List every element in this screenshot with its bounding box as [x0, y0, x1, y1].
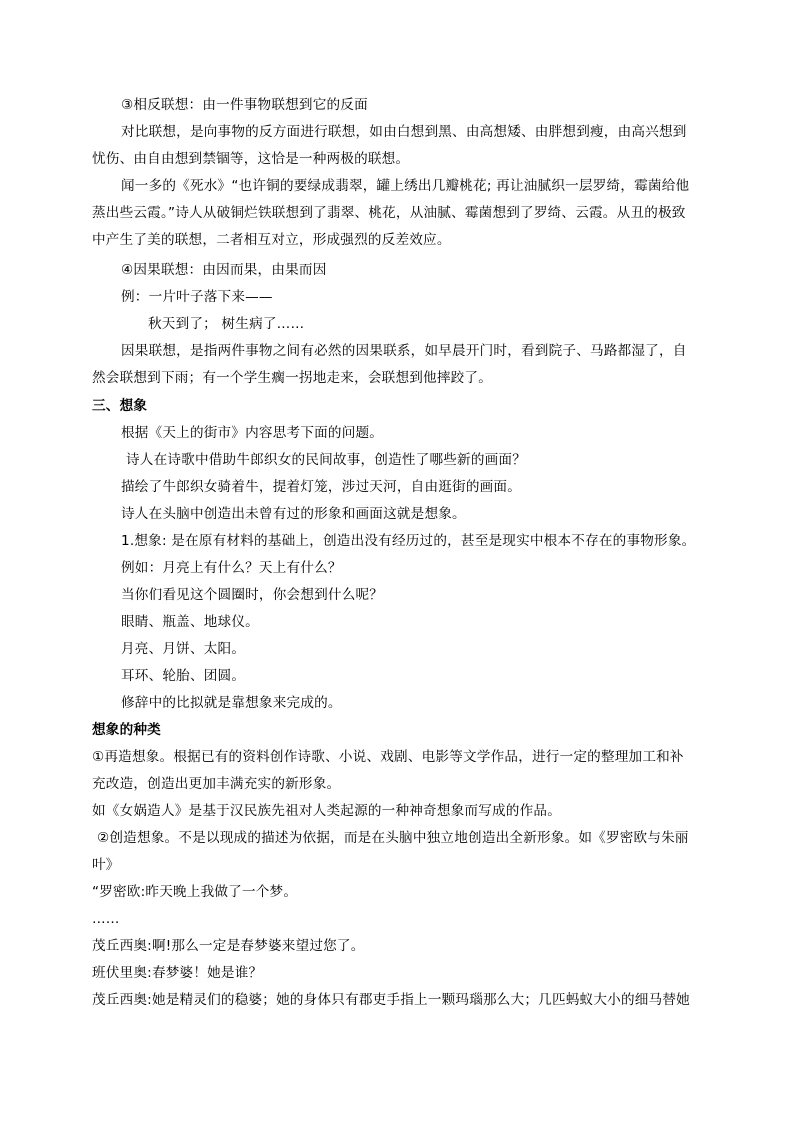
- subheading-causal-association: ④因果联想：由因而果，由果而因: [121, 262, 327, 278]
- paragraph-line: 当你们看见这个圆圈时，你会想到什么呢？: [121, 587, 384, 603]
- dialogue-line: 茂丘西奥:啊!那么一定是春梦婆来望过您了。: [92, 938, 365, 954]
- list-item: 耳环、轮胎、团圆。: [121, 668, 246, 684]
- list-item: 眼睛、瓶盖、地球仪。: [121, 614, 259, 630]
- example-line: 秋天到了； 树生病了……: [148, 316, 305, 332]
- dialogue-line: 班伏里奥:春梦婆！她是谁？: [92, 965, 263, 981]
- example-line: 例：一片叶子落下来——: [121, 289, 273, 305]
- paragraph-line: 中产生了美的联想，二者相互对立，形成强烈的反差效应。: [92, 232, 451, 248]
- paragraph-line: 因果联想，是指两件事物之间有必然的因果联系，如早晨开门时，看到院子、马路都湿了，自: [121, 343, 687, 359]
- dialogue-line: “罗密欧:昨天晚上我做了一个梦。: [92, 884, 298, 900]
- paragraph-line: 叶》: [92, 857, 120, 873]
- paragraph-line: 闻一多的《死水》“也许铜的要绿成翡翠，罐上绣出几瓣桃花; 再让油腻织一层罗绮，霉菌给他: [121, 178, 690, 194]
- paragraph-line: 对比联想，是向事物的反方面进行联想，如由白想到黑、由高想矮、由胖想到瘦，由高兴想到: [121, 124, 687, 140]
- paragraph-line: 描绘了牛郎织女骑着牛，提着灯笼，涉过天河，自由逛街的画面。: [121, 479, 522, 495]
- paragraph-line: 忧伤、由自由想到禁锢等，这恰是一种两极的联想。: [92, 151, 410, 167]
- paragraph-line: 如《女娲造人》是基于汉民族先祖对人类起源的一种神奇想象而写成的作品。: [92, 803, 561, 819]
- paragraph-line: 充改造，创造出更加丰满充实的新形象。: [92, 776, 341, 792]
- dialogue-line: 茂丘西奥:她是精灵们的稳婆；她的身体只有郡吏手指上一颗玛瑙那么大；几匹蚂蚁大小的细马替她: [92, 992, 690, 1008]
- paragraph-line: 修辞中的比拟就是靠想象来完成的。: [121, 695, 342, 711]
- ellipsis-line: ……: [92, 911, 120, 927]
- paragraph-line: 根据《天上的街市》内容思考下面的问题。: [121, 425, 384, 441]
- definition-line: 1.想象: 是在原有材料的基础上，创造出没有经历过的，甚至是现实中根本不存在的事物形象。: [121, 533, 696, 549]
- paragraph-line: 诗人在头脑中创造出未曾有过的形象和画面这就是想象。: [121, 506, 466, 522]
- paragraph-line: ①再造想象。根据已有的资料创作诗歌、小说、戏剧、电影等文学作品，进行一定的整理加工和补: [92, 749, 684, 765]
- question-line: 诗人在诗歌中借助牛郎织女的民间故事，创造性了哪些新的画面？: [126, 452, 527, 468]
- paragraph-line: 蒸出些云霞。”诗人从破铜烂铁联想到了翡翠、桃花，从油腻、霉菌想到了罗绮、云霞。从丑的极致: [92, 205, 686, 221]
- section-heading-types-of-imagination: 想象的种类: [92, 722, 161, 738]
- subheading-contrast-association: ③相反联想：由一件事物联想到它的反面: [121, 97, 368, 113]
- list-item: 月亮、月饼、太阳。: [121, 641, 246, 657]
- paragraph-line: 然会联想到下雨；有一个学生瘸一拐地走来，会联想到他摔跤了。: [92, 370, 493, 386]
- paragraph-line: ②创造想象。不是以现成的描述为依据，而是在头脑中独立地创造出全新形象。如《罗密欧与朱丽: [97, 830, 689, 846]
- section-heading-imagination: 三、想象: [92, 398, 148, 414]
- paragraph-line: 例如：月亮上有什么？天上有什么？: [121, 560, 342, 576]
